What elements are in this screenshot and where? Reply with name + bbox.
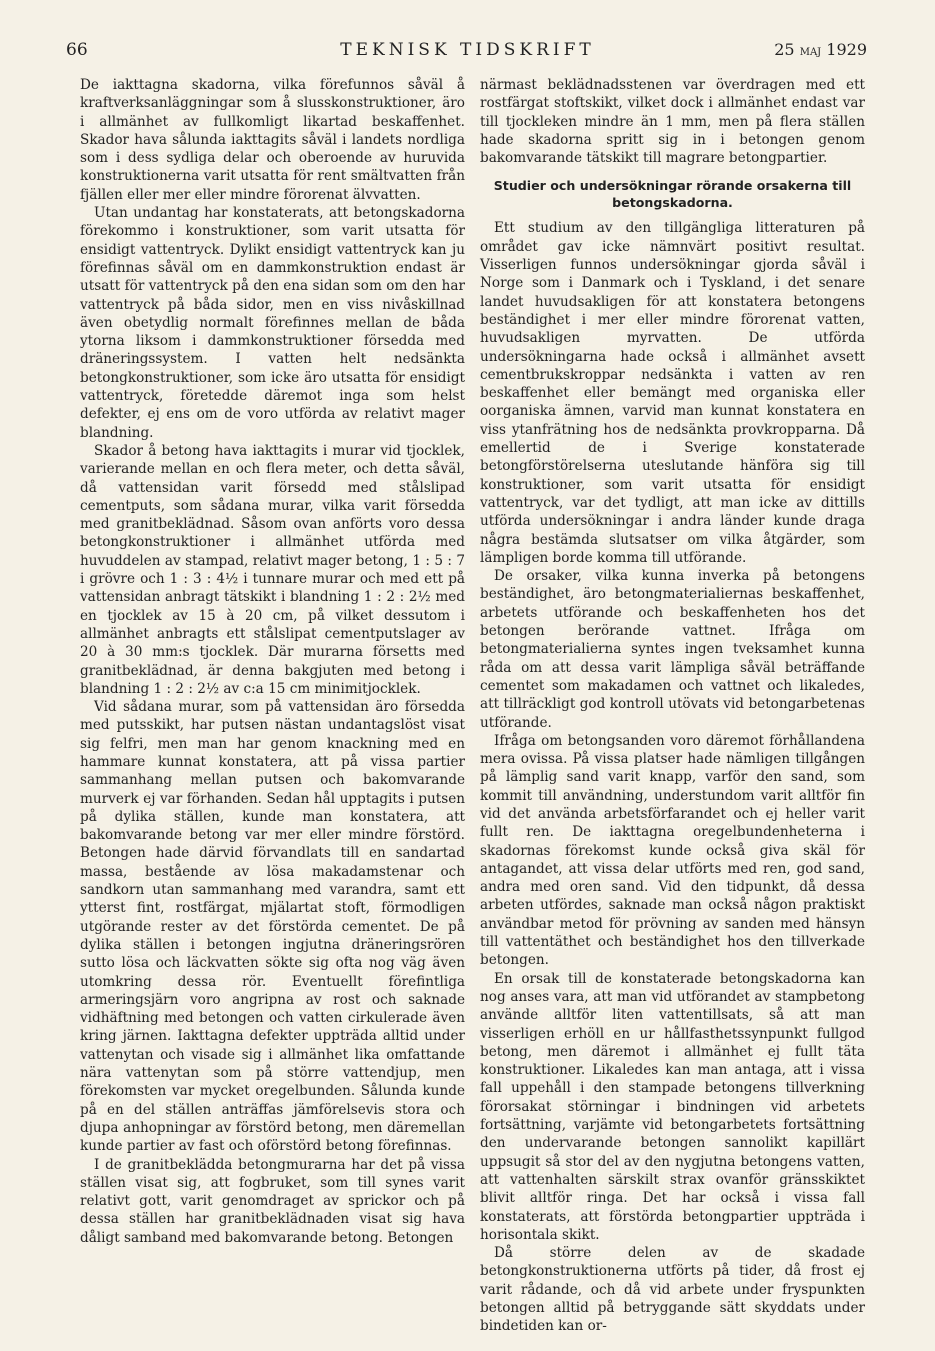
paragraph: De orsaker, vilka kunna inverka på betongens beständighet, äro betongmaterialiernas beskaffenhet, arbetets utförande och beskaffenheten hos det betongen berörande vattnet. Ifråga om betongmaterialierna syntes ingen tveksamhet kunna råda om att dessa varit lämpliga såväl beträffande cementet som makadamen och vattnet och likaledes, att tillräckligt god kontroll utövats vid betongarbetenas utförande. <box>480 568 865 731</box>
paragraph: Skador å betong hava iakttagits i murar vid tjocklek, varierande mellan en och flera meter, och detta såväl, då vattensidan varit försedd med stålslipad cementputs, som sådana murar, vilka varit försedda med granitbeklädnad. Såsom ovan anförts voro dessa betongkonstruktioner i allmänhet utförda med huvuddelen av stampad, relativt mager betong, 1 : 5 : 7 i grövre och 1 : 3 : 4½ i tunnare murar och med ett på vattensidan anbragt tätskikt i blandning 1 : 2 : 2½ med en tjocklek av 15 à 20 cm, på vilket dessutom i allmänhet anbragts ett stålslipat cementputslager av 20 à 30 mm:s tjocklek. Där murarna försetts med granitbeklädnad, är denna bakgjuten med betong i blandning 1 : 2 : 2½ av c:a 15 cm minimitjocklek. <box>80 442 465 697</box>
left-column <box>80 76 465 1247</box>
journal-title: TEKNISK TIDSKRIFT <box>340 40 595 60</box>
paragraph: Utan undantag har konstaterats, att betongskadorna förekommo i konstruktioner, som varit utsatta för ensidigt vattentryck. Dylikt ensidigt vattentryck kan ju förefinnas såväl om en dammkonstruktion endast är utsatt för vattentryck på den ena sidan som om den har vattentryck på båda sidor, men en viss nivåskillnad även obetydlig normalt förefinnes mellan de båda ytorna liksom i dammkonstruktioner försedda med dräneringssystem. I vatten helt nedsänkta betongkonstruktioner, som icke äro utsatta för ensidigt vattentryck, företedde däremot inga som helst defekter, ej ens om de voro utförda av relativt mager blandning. <box>80 205 465 441</box>
paragraph: Då större delen av de skadade betongkonstruktionerna utförts på tider, då frost ej varit rådande, och då vid arbete under fryspunkten betongen alltid på betryggande sätt skyddats under bindetiden kan or- <box>480 1245 865 1335</box>
paragraph: I de granitbeklädda betongmurarna har det på vissa ställen visat sig, att fogbruket, som till synes varit relativt gott, varit genomdraget av sprickor och på dessa ställen har granitbeklädnaden visat sig hava dåligt samband med bakomvarande betong. Betongen <box>80 1156 465 1246</box>
right-column <box>480 76 865 1336</box>
paragraph: De iakttagna skadorna, vilka förefunnos såväl å kraftverksanläggningar som å slusskonstruktioner, äro i allmänhet av fullkomligt likartad beskaffenhet. Skador hava sålunda iakttagits såväl i landets nordliga som i dess sydliga delar och oberoende av huruvida konstruktionerna varit utsatta för rent smältvatten från fjällen eller mer eller mindre förorenat älvvatten. <box>80 77 465 203</box>
paragraph: Ifråga om betongsanden voro däremot förhållandena mera ovissa. På vissa platser hade nämligen tillgången på lämplig sand varit knapp, varför den sand, som kommit till användning, understundom varit alltför fin vid det använda arbetsförfarandet och ej heller varit fullt ren. De iakttagna oregelbundenheterna i skadornas förekomst kunde också giva skäl för antagandet, att vissa delar utförts med ren, god sand, andra med oren sand. Vid den tidpunkt, då dessa arbeten utfördes, saknade man också någon praktiskt användbar metod för prövning av sanden med hänsyn till vattentäthet och beständighet hos den tillverkade betongen. <box>480 732 865 969</box>
paragraph: Ett studium av den tillgängliga litteraturen på området gav icke nämnvärt positivt resultat. Visserligen funnos undersökningar gjorda såväl i Norge som i Danmark och i Tyskland, i det senare landet huvudsakligen för att konstatera betongens beständighet i mer eller mindre förorenat vatten, huvudsakligen myrvatten. De utförda undersökningarna hade också i allmänhet avsett cementbrukskroppar nedsänkta i vatten av ren beskaffenhet eller bemängt med organiska eller oorganiska ämnen, varvid man kunnat konstatera en viss ytanfrätning hos de nedsänkta provkropparna. Då emellertid de i Sverige konstaterade betongförstörelserna uteslutande hänföra sig till konstruktioner, som varit utsatta för ensidigt vattentryck, var det tydligt, att man icke av dittills utförda undersökningar i andra länder kunde draga några bestämda slutsatser om vilka åtgärder, som lämpligen borde komma till utförande. <box>480 220 865 566</box>
section-heading: Studier och undersökningar rörande orsakerna till betongskadorna. <box>493 178 852 211</box>
page-number: 66 <box>66 40 88 60</box>
issue-date-month: maj <box>799 43 822 59</box>
issue-date <box>774 40 867 59</box>
paragraph: Vid sådana murar, som på vattensidan äro försedda med putsskikt, har putsen nästan undantagslöst visat sig felfri, men man har genom knackning med en hammare kunnat konstatera, att på vissa partier sammanhang mellan putsen och bakomvarande murverk ej var förhanden. Sedan hål upptagits i putsen på dylika ställen, kunde man konstatera, att bakomvarande betong var mer eller mindre förstörd. Betongen hade därvid förvandlats till en sandartad massa, bestående av lösa makadamstenar och sandkorn utan sammanhang med varandra, samt ett ytterst fint, rostfärgat, mjälartat stoft, förmodligen utgörande rester av det förstörda cementet. De på dylika ställen i betongen ingjutna dräneringsrören sutto lösa och läckvatten sökte sig ofta nog väg även utomkring dessa rör. Eventuellt förefintliga armeringsjärn voro angripna av rost och saknade vidhäftning med betongen och vatten cirkulerade även kring järnen. Iakttagna defekter uppträda alltid under vattenytan och visade sig i allmänhet lika omfattande nära vattenytan som på större vattendjup, men förekomsten var mycket oregelbunden. Sålunda kunde på en del ställen anträffas jämförelsevis stora och djupa anhopningar av förstörd betong, men däremellan kunde partier av fast och oförstörd betong förefinnas. <box>80 699 465 1155</box>
issue-date-year: 1929 <box>826 40 867 59</box>
paragraph: En orsak till de konstaterade betongskadorna kan nog anses vara, att man vid utförandet av stampbetong använde alltför liten vattentillsats, så att man visserligen erhöll en ur hållfasthetssynpunkt fullgod betong, men däremot i allmänhet ej fullt täta konstruktioner. Likaledes kan man antaga, att i vissa fall uppehåll i den stampade betongens tillverkning förorsakat störningar i bindningen vid arbetets fortsättning, varjämte vid betongarbetets fortsättning den undervarande betongen sannolikt kapillärt uppsugit så stor del av den nygjutna betongens vatten, att vattenhalten särskilt strax ovanför gränsskiktet blivit alltför ringa. Det har också i vissa fall konstaterats, att förstörda betongpartier uppträda i horisontala skikt. <box>480 970 865 1243</box>
paragraph-continued: närmast beklädnadsstenen var överdragen med ett rostfärgat stoftskikt, vilket dock i allmänhet endast var till tjockleken mindre än 1 mm, men på flera ställen hade skadorna spritt sig in i betongen genom bakomvarande tätskikt till magrare betongpartier. <box>480 77 865 167</box>
issue-date-day: 25 <box>774 40 795 59</box>
